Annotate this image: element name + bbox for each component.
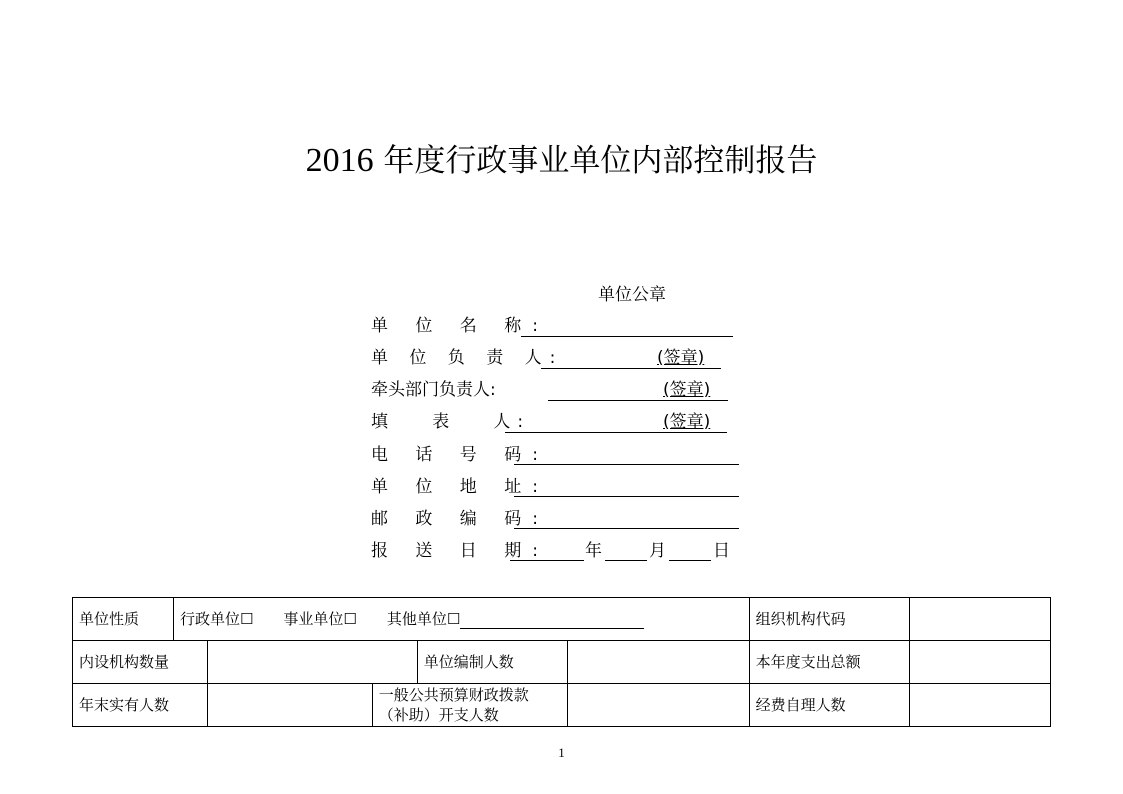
postcode-line[interactable]: [514, 528, 739, 529]
address-line[interactable]: [514, 496, 739, 497]
filler-label: 填 表 人:: [371, 412, 531, 432]
report-month-char: 月: [649, 541, 666, 561]
budget-funded-staff-label: [372, 684, 567, 727]
annual-expenditure-value[interactable]: [910, 641, 1051, 684]
unit-nature-options: [173, 598, 749, 641]
staffing-label: 单位编制人数: [417, 641, 567, 684]
internal-orgs-label: 内设机构数量: [73, 641, 208, 684]
other-unit-line[interactable]: [460, 614, 644, 629]
report-year-line[interactable]: [510, 560, 584, 561]
lead-dept-head-signature: (签章): [663, 380, 711, 400]
report-day-line[interactable]: [669, 560, 711, 561]
budget-funded-staff-value[interactable]: [567, 684, 749, 727]
unit-head-label: 单 位 负 责 人:: [371, 348, 564, 368]
annual-expenditure-label: 本年度支出总额: [749, 641, 910, 684]
option-institution-unit[interactable]: 事业单位☐: [283, 610, 357, 628]
year-end-staff-value[interactable]: [207, 684, 372, 727]
year-end-staff-label: 年末实有人数: [73, 684, 208, 727]
report-month-line[interactable]: [605, 560, 647, 561]
table-row: [73, 684, 1051, 727]
internal-orgs-value[interactable]: [207, 641, 417, 684]
unit-info-table: [72, 597, 1051, 727]
unit-name-line[interactable]: [521, 336, 733, 337]
filler-signature: (签章): [663, 412, 711, 432]
table-row: [73, 641, 1051, 684]
org-code-label: 组织机构代码: [749, 598, 910, 641]
report-date-label: 报 送 日 期:: [371, 541, 549, 561]
title-text: 年度行政事业单位内部控制报告: [373, 143, 818, 179]
unit-head-signature: (签章): [657, 348, 705, 368]
report-day-char: 日: [713, 541, 730, 561]
address-label: 单 位 地 址:: [371, 477, 549, 497]
lead-dept-head-label: 牵头部门负责人:: [371, 380, 496, 400]
phone-label: 电 话 号 码:: [371, 445, 549, 465]
report-year-char: 年: [585, 541, 602, 561]
phone-line[interactable]: [514, 464, 739, 465]
page-number: 1: [558, 745, 565, 760]
unit-name-label: 单 位 名 称:: [371, 316, 549, 336]
org-code-value[interactable]: [910, 598, 1051, 641]
budget-funded-line2: （补助）开支人数: [378, 706, 499, 724]
self-funded-staff-label: 经费自理人数: [749, 684, 910, 727]
self-funded-staff-value[interactable]: [910, 684, 1051, 727]
option-other-unit[interactable]: 其他单位☐: [386, 610, 461, 628]
unit-seal-label: 单位公章: [598, 285, 666, 305]
document-title: [0, 140, 1123, 182]
budget-funded-line1: 一般公共预算财政拨款: [378, 686, 529, 704]
title-year: 2016: [305, 142, 374, 179]
postcode-label: 邮 政 编 码:: [371, 509, 549, 529]
unit-nature-label: 单位性质: [73, 598, 174, 641]
option-admin-unit[interactable]: 行政单位☐: [179, 610, 254, 628]
table-row: [73, 598, 1051, 641]
staffing-value[interactable]: [567, 641, 749, 684]
